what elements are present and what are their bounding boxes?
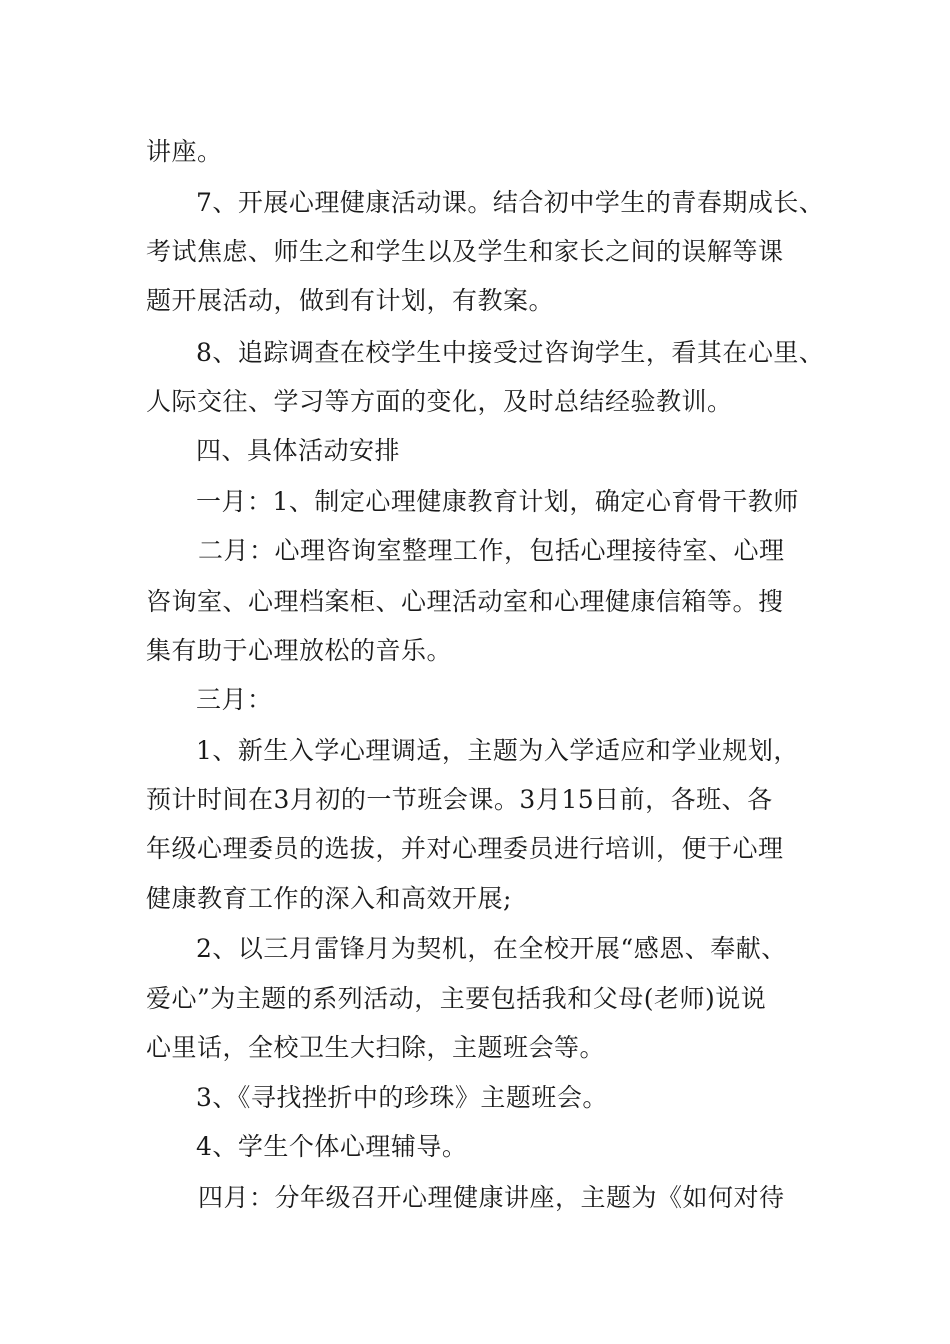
- text-line: 心里话，全校卫生大扫除，主题班会等。: [146, 1033, 606, 1062]
- text-line: 四月：分年级召开心理健康讲座，主题为《如何对待: [198, 1183, 785, 1212]
- text-line: 3、《寻找挫折中的珍珠》主题班会。: [196, 1083, 608, 1112]
- text-line: 年级心理委员的选拔，并对心理委员进行培训，便于心理: [146, 834, 784, 863]
- text-line: 4、学生个体心理辅导。: [196, 1132, 468, 1161]
- text-line: 考试焦虑、师生之和学生以及学生和家长之间的误解等课: [146, 237, 784, 266]
- text-line: 2、以三月雷锋月为契机，在全校开展“感恩、奉献、: [196, 934, 787, 963]
- text-line: 一月：1、制定心理健康教育计划，确定心育骨干教师: [196, 487, 799, 516]
- text-line: 集有助于心理放松的音乐。: [146, 636, 453, 665]
- section-heading: 四、具体活动安排: [196, 436, 401, 465]
- text-line: 三月：: [196, 685, 273, 714]
- text-line: 人际交往、学习等方面的变化，及时总结经验教训。: [146, 387, 733, 416]
- text-line: 健康教育工作的深入和高效开展;: [146, 884, 512, 913]
- text-line: 咨询室、心理档案柜、心理活动室和心理健康信箱等。搜: [146, 587, 784, 616]
- text-line: 7、开展心理健康活动课。结合初中学生的青春期成长、: [196, 188, 825, 217]
- text-line: 题开展活动，做到有计划，有教案。: [146, 286, 555, 315]
- text-line: 1、新生入学心理调适，主题为入学适应和学业规划，: [196, 736, 799, 765]
- text-line: 二月：心理咨询室整理工作，包括心理接待室、心理: [198, 536, 785, 565]
- text-line: 8、追踪调查在校学生中接受过咨询学生，看其在心里、: [196, 338, 825, 367]
- text-line: 讲座。: [146, 137, 223, 166]
- text-line: 预计时间在3月初的一节班会课。3月15日前，各班、各: [146, 785, 773, 814]
- text-line: 爱心”为主题的系列活动，主要包括我和父母(老师)说说: [146, 984, 767, 1013]
